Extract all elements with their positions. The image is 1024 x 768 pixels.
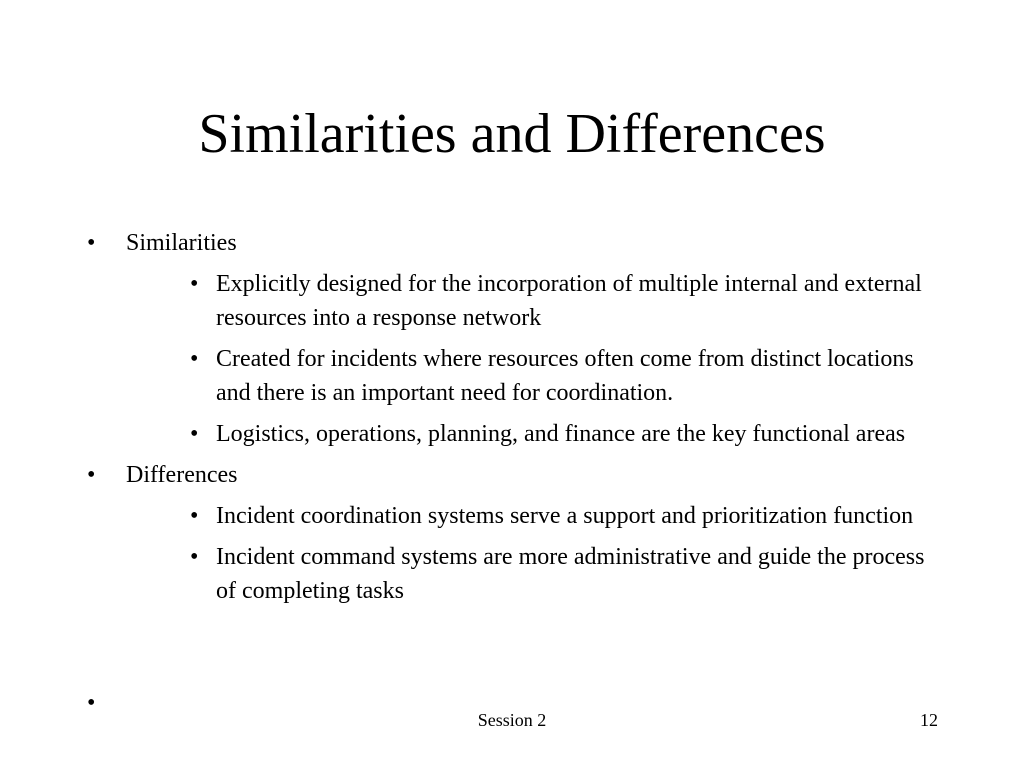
- section-similarities: [0, 226, 1024, 451]
- bullet-glyph: •: [87, 230, 96, 256]
- sub-list: [126, 267, 1024, 451]
- list-item: [190, 342, 936, 410]
- list-item-text: Incident coordination systems serve a support and prioritization function: [216, 503, 914, 529]
- list-item: [190, 499, 936, 533]
- bullet-glyph: •: [190, 346, 199, 372]
- bullet-list: [0, 226, 1024, 615]
- list-item-text: Explicitly designed for the incorporation of multiple internal and external resources into a response network: [216, 271, 922, 331]
- list-item-text: Created for incidents where resources often come from distinct locations and there is an important need for coordination.: [216, 346, 914, 406]
- bullet-glyph: •: [190, 271, 199, 297]
- sub-list: [126, 499, 1024, 608]
- section-differences: [0, 458, 1024, 608]
- list-item: [190, 417, 936, 451]
- footer-session: Session 2: [477, 710, 547, 730]
- bullet-glyph: •: [190, 421, 199, 447]
- slide-title: Similarities and Differences: [198, 103, 826, 165]
- section-heading: Differences: [126, 462, 238, 488]
- page-number: 12: [920, 710, 938, 730]
- list-item: [190, 540, 936, 608]
- bullet-glyph: •: [190, 503, 199, 529]
- list-item-text: Logistics, operations, planning, and finance are the key functional areas: [216, 421, 906, 447]
- section-heading: Similarities: [126, 230, 237, 256]
- empty-bullet: •: [87, 690, 96, 716]
- bullet-glyph: •: [190, 544, 199, 570]
- list-item-text: Incident command systems are more administrative and guide the process of completing tasks: [216, 544, 925, 604]
- list-item: [190, 267, 936, 335]
- bullet-glyph: •: [87, 462, 96, 488]
